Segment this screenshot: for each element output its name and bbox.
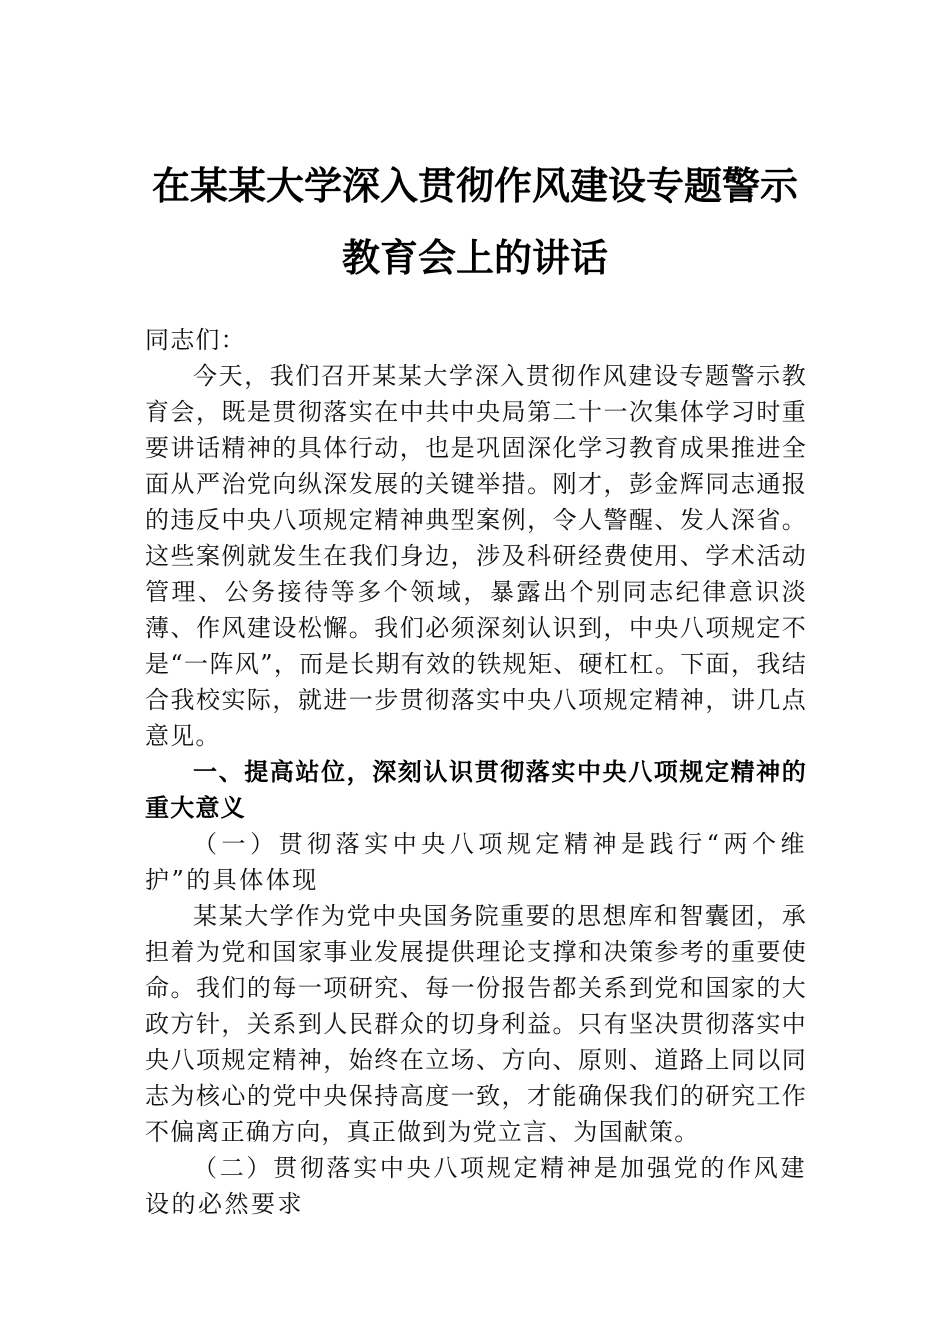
subsection-heading-1: （一）贯彻落实中央八项规定精神是践行“两个维护”的具体体现: [145, 830, 807, 894]
document-body: [145, 322, 807, 1222]
section-heading-1: 一、提高站位，深刻认识贯彻落实中央八项规定精神的重大意义: [145, 758, 807, 822]
opening-paragraph: 今天，我们召开某某大学深入贯彻作风建设专题警示教育会，既是贯彻落实在中共中央局第二十一次集体学习时重要讲话精神的具体行动，也是巩固深化学习教育成果推进全面从严治党向纵深发展的关键举措。刚才，彭金辉同志通报的违反中央八项规定精神典型案例，令人警醒、发人深省。这些案例就发生在我们身边，涉及科研经费使用、学术活动管理、公务接待等多个领域，暴露出个别同志纪律意识淡薄、作风建设松懈。我们必须深刻认识到，中央八项规定不是“一阵风”，而是长期有效的铁规矩、硬杠杠。下面，我结合我校实际，就进一步贯彻落实中央八项规定精神，讲几点意见。: [145, 362, 807, 750]
subsection-paragraph-1: 某某大学作为党中央国务院重要的思想库和智囊团，承担着为党和国家事业发展提供理论支撑和决策参考的重要使命。我们的每一项研究、每一份报告都关系到党和国家的大政方针，关系到人民群众的切身利益。只有坚决贯彻落实中央八项规定精神，始终在立场、方向、原则、道路上同以同志为核心的党中央保持高度一致，才能确保我们的研究工作不偏离正确方向，真正做到为党立言、为国献策。: [145, 902, 807, 1146]
salutation: 同志们：: [145, 326, 246, 354]
subsection-heading-2: （二）贯彻落实中央八项规定精神是加强党的作风建设的必然要求: [145, 1154, 807, 1218]
document-title: 在某某大学深入贯彻作风建设专题警示教育会上的讲话: [151, 163, 798, 280]
